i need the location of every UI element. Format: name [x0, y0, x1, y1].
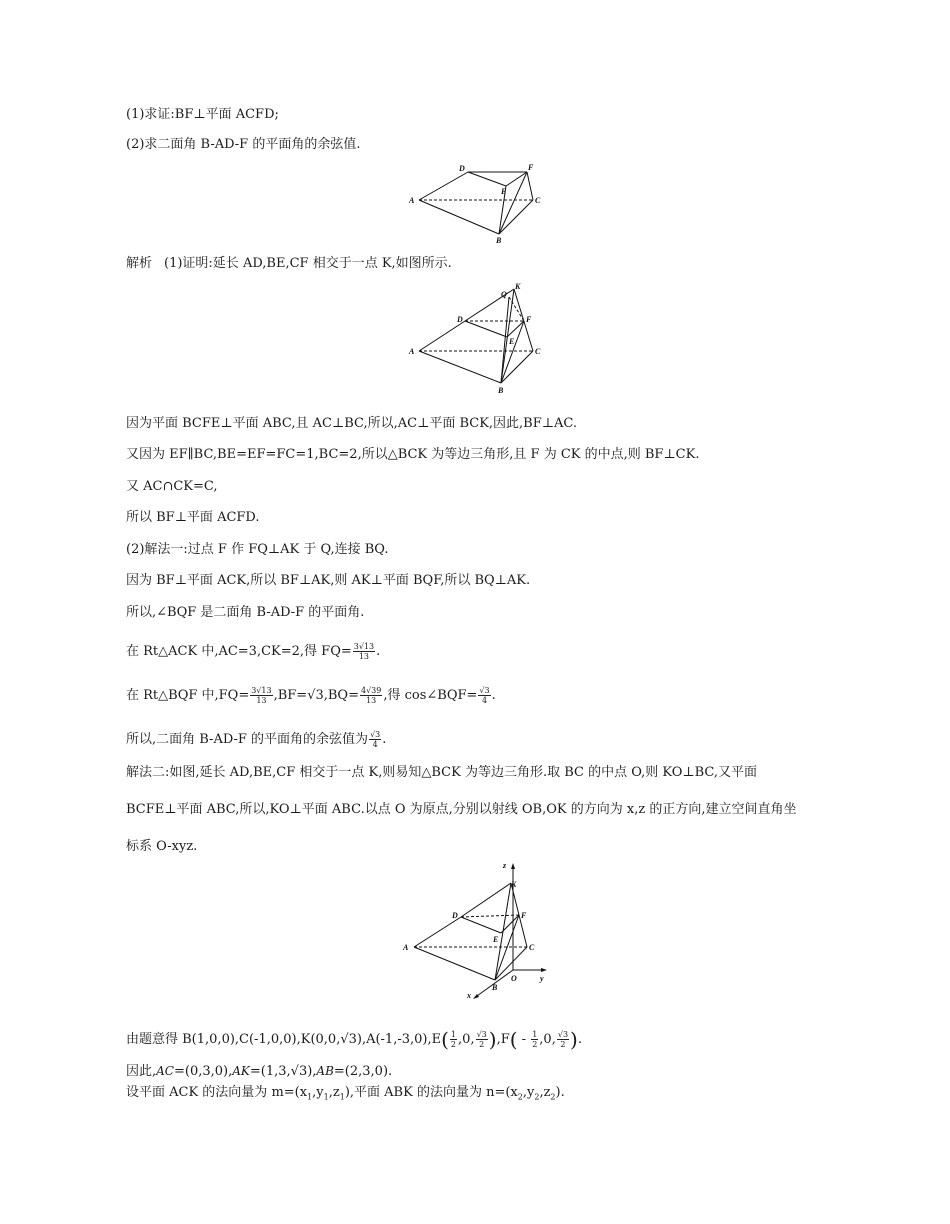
p14-e-mid: ,0, — [458, 1032, 475, 1047]
vector-ac: AC — [156, 1064, 174, 1078]
p9-text-1: 在 Rt△BQF 中,FQ= — [126, 688, 250, 703]
p8-end: . — [376, 644, 381, 659]
p14-f-neg: - — [517, 1032, 531, 1047]
fig1-label-f: F — [528, 163, 534, 172]
fig3-label-e: E — [493, 935, 499, 944]
fraction-num: 1 — [450, 1030, 457, 1039]
paren: ) — [488, 1027, 497, 1052]
paragraph-13: 标系 O-xyz. — [126, 839, 198, 854]
p16-t: ,z — [328, 1085, 340, 1100]
fraction-num: 3√13 — [353, 642, 375, 651]
p14-f-mid: ,0, — [539, 1032, 556, 1047]
figure-2-extended-solid — [405, 280, 550, 398]
vector-ak: AK — [232, 1064, 250, 1078]
fig2-label-e: E — [509, 337, 515, 346]
fraction-den: 4 — [372, 740, 378, 749]
fig3-label-d: D — [452, 911, 458, 920]
p9-text-2: ,BF=√3,BQ= — [273, 688, 359, 703]
paren: ( — [509, 1027, 518, 1052]
p9-text-3: ,得 cos∠BQF= — [383, 688, 478, 703]
solution-intro — [126, 255, 452, 273]
subscript: 2 — [550, 1092, 556, 1102]
paragraph-4: 所以 BF⊥平面 ACFD. — [126, 510, 260, 525]
fraction-den: 13 — [256, 696, 267, 705]
p14-text: 由题意得 B(1,0,0),C(-1,0,0),K(0,0,√3),A(-1,-3,0),E — [126, 1032, 442, 1047]
fig2-label-q: Q — [501, 290, 507, 299]
paragraph-16 — [126, 1084, 565, 1107]
fraction-den: 2 — [532, 1040, 538, 1049]
vector-ak-value: =(1,3,√3), — [249, 1064, 317, 1079]
fig1-label-d: D — [459, 164, 465, 173]
fig2-label-c: C — [535, 347, 541, 356]
fig1-label-e: E — [501, 187, 507, 196]
paragraph-12: BCFE⊥平面 ABC,所以,KO⊥平面 ABC.以点 O 为原点,分别以射线 OB,OK 的方向为 x,z 的正方向,建立空间直角坐 — [126, 802, 797, 817]
subscript: 2 — [517, 1092, 523, 1102]
fraction-fq-2 — [250, 686, 272, 705]
fig3-label-b: B — [492, 983, 498, 992]
fraction-bq — [360, 686, 382, 705]
fig1-label-c: C — [535, 196, 541, 205]
fraction-den: 4 — [481, 696, 488, 705]
p16-end: ). — [555, 1085, 565, 1100]
fraction-den: 2 — [479, 1040, 485, 1049]
paragraph-1: 因为平面 BCFE⊥平面 ABC,且 AC⊥BC,所以,AC⊥平面 BCK,因此,BF⊥AC. — [126, 416, 577, 431]
fig1-label-a: A — [409, 196, 415, 205]
p16-t: ,y — [522, 1085, 535, 1100]
fraction-e-x — [450, 1030, 457, 1049]
fraction-num: √3 — [476, 1030, 487, 1039]
paragraph-5: (2)解法一:过点 F 作 FQ⊥AK 于 Q,连接 BQ. — [126, 542, 389, 557]
fraction-num: 4√39 — [360, 686, 382, 695]
solution-intro-text: (1)证明:延长 AD,BE,CF 相交于一点 K,如图所示. — [164, 256, 452, 271]
paragraph-2: 又因为 EF∥BC,BE=EF=FC=1,BC=2,所以△BCK 为等边三角形,且 F 为 CK 的中点,则 BF⊥CK. — [126, 447, 700, 462]
fig3-label-c: C — [529, 943, 535, 952]
fig3-label-y: y — [540, 974, 544, 983]
fig3-label-k: K — [511, 880, 517, 889]
vector-ab-value: =(2,3,0). — [333, 1064, 393, 1079]
fraction-answer — [369, 730, 381, 749]
fraction-den: 2 — [450, 1040, 457, 1049]
p16-t: ,z — [539, 1085, 551, 1100]
p16-text: 设平面 ACK 的法向量为 m=(x — [126, 1085, 308, 1100]
fraction-num: √3 — [370, 730, 381, 739]
solution-label: 解析 — [126, 256, 153, 271]
p14-end: . — [577, 1032, 582, 1047]
subscript: 1 — [323, 1092, 329, 1102]
fig3-label-x: x — [467, 991, 471, 1000]
paragraph-10 — [126, 730, 386, 749]
fig2-label-d: D — [457, 315, 463, 324]
p14-f-pre: ,F — [496, 1032, 510, 1047]
vector-ac-value: =(0,3,0), — [174, 1064, 233, 1079]
vector-ab: AB — [316, 1064, 334, 1078]
fraction-num: √3 — [479, 686, 490, 695]
subscript: 1 — [339, 1092, 345, 1102]
fraction-den: 2 — [560, 1040, 566, 1049]
fig2-label-a: A — [409, 347, 415, 356]
fig3-label-o: O — [511, 974, 517, 983]
p16-t: ),平面 ABK 的法向量为 n=(x — [344, 1085, 518, 1100]
subscript: 2 — [534, 1092, 540, 1102]
p9-end: . — [491, 688, 496, 703]
p10-end: . — [382, 732, 387, 747]
p8-text: 在 Rt△ACK 中,AC=3,CK=2,得 FQ= — [126, 644, 352, 659]
question-1: (1)求证:BF⊥平面 ACFD; — [126, 107, 279, 122]
fig3-label-a: A — [403, 943, 409, 952]
fraction-e-z — [476, 1030, 488, 1049]
p10-text: 所以,二面角 B-AD-F 的平面角的余弦值为 — [126, 732, 369, 747]
paragraph-8 — [126, 642, 380, 661]
fraction-den: 13 — [366, 696, 377, 705]
paragraph-9 — [126, 686, 496, 705]
fig3-label-f: F — [521, 911, 527, 920]
fraction-f-x — [531, 1030, 538, 1049]
fig3-label-z: z — [503, 861, 507, 870]
p15-text: 因此, — [126, 1064, 157, 1079]
paren: ( — [441, 1027, 449, 1052]
paragraph-14 — [126, 1027, 582, 1052]
fig2-label-b: B — [498, 386, 504, 395]
fig1-label-b: B — [496, 236, 502, 245]
fraction-num: 1 — [532, 1030, 538, 1039]
paragraph-6: 因为 BF⊥平面 ACK,所以 BF⊥AK,则 AK⊥平面 BQF,所以 BQ⊥AK. — [126, 573, 531, 588]
fraction-f-z — [557, 1030, 569, 1049]
fraction-den: 13 — [358, 652, 370, 661]
figure-3-coordinate-solid — [395, 858, 555, 1003]
paragraph-3: 又 AC∩CK=C, — [126, 479, 218, 494]
fig2-label-f: F — [526, 315, 532, 324]
fraction-num: 3√13 — [251, 686, 272, 695]
paragraph-11: 解法二:如图,延长 AD,BE,CF 相交于一点 K,则易知△BCK 为等边三角形.取 BC 的中点 O,则 KO⊥BC,又平面 — [126, 765, 758, 780]
figure-1-solid — [405, 160, 545, 245]
question-2: (2)求二面角 B-AD-F 的平面角的余弦值. — [126, 137, 361, 152]
fraction-fq — [353, 642, 375, 661]
paragraph-15 — [126, 1062, 392, 1081]
paragraph-7: 所以,∠BQF 是二面角 B-AD-F 的平面角. — [126, 605, 365, 620]
paren: ) — [570, 1027, 578, 1052]
fig2-label-k: K — [515, 282, 521, 291]
subscript: 1 — [307, 1092, 313, 1102]
fraction-cos — [478, 686, 490, 705]
fraction-num: √3 — [557, 1030, 569, 1039]
p16-t: ,y — [312, 1085, 324, 1100]
